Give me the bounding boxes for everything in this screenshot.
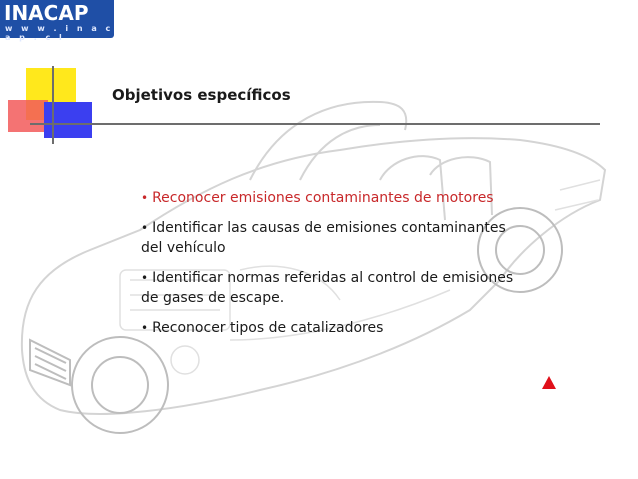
decor-red-square bbox=[8, 100, 48, 132]
inacap-logo bbox=[0, 0, 114, 42]
bullet-item bbox=[141, 268, 521, 308]
bullet-marker: • bbox=[141, 321, 149, 335]
bullet-item bbox=[141, 318, 521, 338]
bullet-text: Identificar normas referidas al control de emisiones de gases de escape. bbox=[141, 270, 514, 306]
slide-title: Objetivos específicos bbox=[112, 86, 291, 104]
bullet-marker: • bbox=[141, 221, 149, 235]
bullet-text: Reconocer emisiones contaminantes de motores bbox=[152, 190, 494, 206]
bullet-marker: • bbox=[141, 191, 149, 205]
bullet-text: Reconocer tipos de catalizadores bbox=[152, 320, 384, 336]
logo-name: INACAP bbox=[4, 1, 89, 25]
bullet-item bbox=[141, 218, 521, 258]
bullet-marker: • bbox=[141, 271, 149, 285]
bullet-list bbox=[141, 188, 521, 348]
decor-vertical-line bbox=[52, 66, 54, 144]
title-underline bbox=[30, 123, 600, 125]
bullet-item bbox=[141, 188, 521, 208]
logo-url: w w w . i n a c a p . c l bbox=[5, 24, 114, 42]
bullet-text: Identificar las causas de emisiones contaminantes del vehículo bbox=[141, 220, 506, 256]
triangle-up-icon[interactable] bbox=[542, 376, 556, 389]
